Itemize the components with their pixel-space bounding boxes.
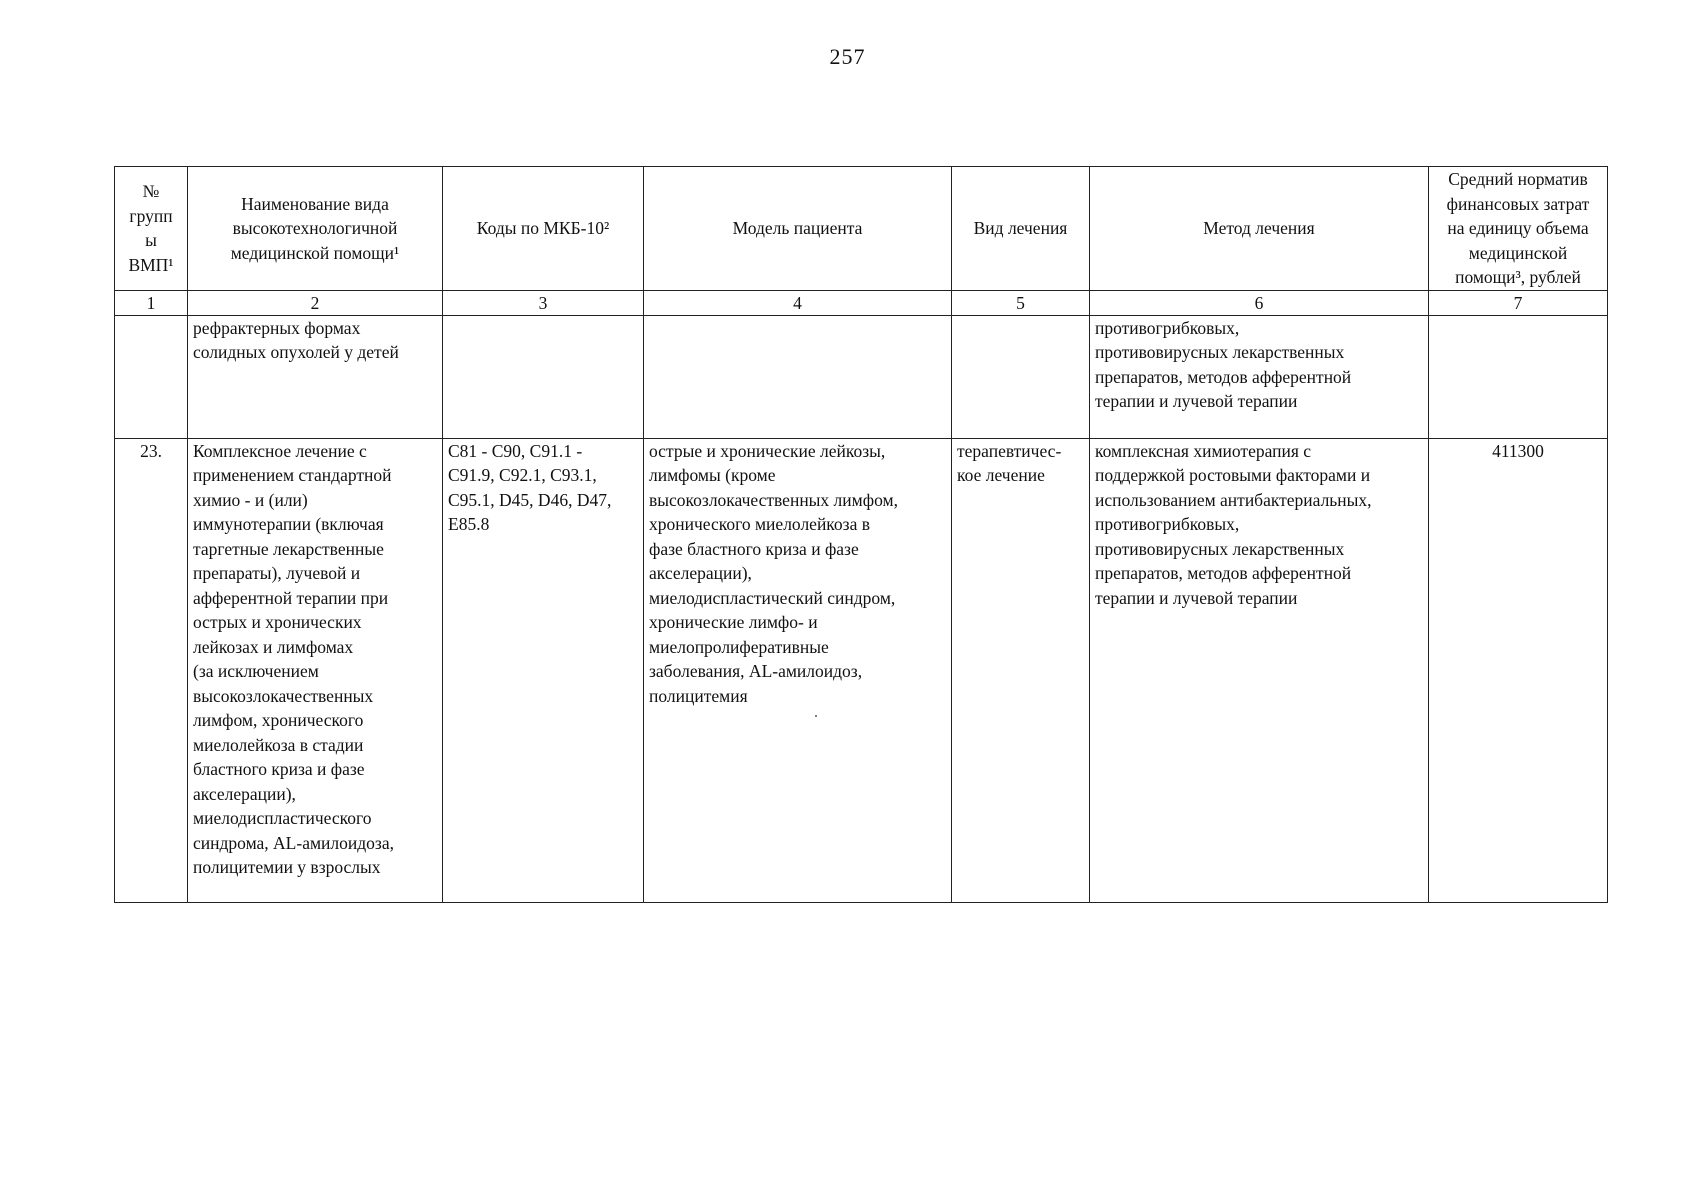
cell-treatment-type bbox=[952, 315, 1090, 438]
text-line: терапии и лучевой терапии bbox=[1095, 587, 1298, 608]
column-number: 3 bbox=[443, 290, 644, 315]
text-line: синдрома, AL-амилоидоза, bbox=[193, 832, 394, 853]
text-line: заболевания, AL-амилоидоз, bbox=[649, 661, 863, 681]
header-vmp-name bbox=[188, 167, 443, 291]
text-line: острые и хронические лейкозы, bbox=[649, 440, 886, 461]
table-row-continuation bbox=[115, 315, 1608, 438]
table-header-row bbox=[115, 167, 1608, 291]
text-line: препаратов, методов афферентной bbox=[1095, 366, 1352, 387]
text-line: противовирусных лекарственных bbox=[1095, 538, 1345, 559]
text-line: острых и хронических bbox=[193, 612, 362, 632]
cell-icd-codes bbox=[443, 438, 644, 902]
cell-patient-model bbox=[644, 438, 952, 902]
cell-vmp-name bbox=[188, 315, 443, 438]
text-line: помощи³, рублей bbox=[1455, 267, 1581, 287]
text-line: финансовых затрат bbox=[1446, 193, 1590, 214]
text-line: Е85.8 bbox=[448, 514, 490, 534]
cell-treatment-method bbox=[1090, 438, 1429, 902]
text-line: высокозлокачественных bbox=[193, 685, 374, 706]
column-number: 5 bbox=[952, 290, 1090, 315]
text-line: лейкозах и лимфомах bbox=[193, 636, 354, 657]
column-number: 4 bbox=[644, 290, 952, 315]
text-line: Наименование вида bbox=[241, 193, 389, 214]
header-treatment-method: Метод лечения bbox=[1090, 167, 1429, 291]
text-line: использованием антибактериальных, bbox=[1095, 489, 1372, 510]
text-line: (за исключением bbox=[193, 661, 319, 681]
text-line: комплексная химиотерапия с bbox=[1095, 440, 1312, 461]
text-line: кое лечение bbox=[957, 465, 1045, 485]
text-line: таргетные лекарственные bbox=[193, 538, 384, 559]
text-line: терапевтичес- bbox=[957, 440, 1062, 461]
text-line: акселерации), bbox=[193, 783, 296, 804]
text-line: миелодиспластический синдром, bbox=[649, 587, 896, 608]
text-line: С91.9, С92.1, С93.1, bbox=[448, 465, 597, 485]
text-line: ы bbox=[145, 230, 157, 251]
text-line: поддержкой ростовыми факторами и bbox=[1095, 465, 1371, 485]
text-line: № bbox=[142, 181, 160, 202]
text-line: высокотехнологичной bbox=[232, 218, 398, 238]
text-line: бластного криза и фазе bbox=[193, 759, 365, 779]
page-number: 257 bbox=[829, 44, 866, 69]
header-group-number bbox=[115, 167, 188, 291]
text-line: лимфомы (кроме bbox=[649, 465, 776, 485]
text-line: на единицу объема bbox=[1447, 218, 1589, 238]
text-line: лимфом, хронического bbox=[193, 710, 364, 730]
text-line: С95.1, D45, D46, D47, bbox=[448, 489, 612, 510]
column-number: 6 bbox=[1090, 290, 1429, 315]
header-patient-model: Модель пациента bbox=[644, 167, 952, 291]
text-line: рефрактерных формах bbox=[193, 317, 361, 338]
text-line: препараты), лучевой и bbox=[193, 563, 361, 583]
text-line: фазе бластного криза и фазе bbox=[649, 538, 859, 559]
vmp-table bbox=[114, 166, 1608, 903]
text-line: иммунотерапии (включая bbox=[193, 514, 384, 534]
text-line: миелодиспластического bbox=[193, 808, 372, 828]
cell-treatment-method bbox=[1090, 315, 1429, 438]
text-line: Средний норматив bbox=[1448, 169, 1588, 189]
text-line: ВМП¹ bbox=[128, 254, 174, 275]
text-line: миелопролиферативные bbox=[649, 636, 829, 657]
text-line: С81 - С90, С91.1 - bbox=[448, 440, 583, 461]
text-line: акселерации), bbox=[649, 563, 752, 583]
text-line: солидных опухолей у детей bbox=[193, 342, 399, 362]
text-line: Комплексное лечение с bbox=[193, 440, 367, 461]
text-line: терапии и лучевой терапии bbox=[1095, 391, 1298, 411]
text-line: химио - и (или) bbox=[193, 489, 308, 510]
cell-icd-codes bbox=[443, 315, 644, 438]
text-line: препаратов, методов афферентной bbox=[1095, 563, 1352, 583]
column-number: 7 bbox=[1429, 290, 1608, 315]
text-line: медицинской помощи¹ bbox=[230, 242, 400, 263]
cell-patient-model bbox=[644, 315, 952, 438]
cell-vmp-name bbox=[188, 438, 443, 902]
table-row-23 bbox=[115, 438, 1608, 902]
cell-group-number bbox=[115, 315, 188, 438]
text-line: полицитемия bbox=[649, 685, 748, 706]
cell-treatment-type bbox=[952, 438, 1090, 902]
stray-mark bbox=[815, 715, 817, 717]
column-number-row bbox=[115, 290, 1608, 315]
cell-cost: 411300 bbox=[1429, 438, 1608, 902]
text-line: миелолейкоза в стадии bbox=[193, 734, 364, 755]
text-line: медицинской bbox=[1468, 242, 1568, 263]
header-treatment-type: Вид лечения bbox=[952, 167, 1090, 291]
text-line: хронического миелолейкоза в bbox=[649, 514, 870, 534]
text-line: высокозлокачественных лимфом, bbox=[649, 489, 898, 510]
text-line: применением стандартной bbox=[193, 465, 392, 485]
text-line: противогрибковых, bbox=[1095, 317, 1240, 338]
cell-cost bbox=[1429, 315, 1608, 438]
text-line: противогрибковых, bbox=[1095, 514, 1240, 534]
text-line: противовирусных лекарственных bbox=[1095, 342, 1345, 362]
column-number: 1 bbox=[115, 290, 188, 315]
text-line: афферентной терапии при bbox=[193, 587, 389, 608]
header-financial-norm bbox=[1429, 167, 1608, 291]
column-number: 2 bbox=[188, 290, 443, 315]
cell-group-number: 23. bbox=[115, 438, 188, 902]
text-line: полицитемии у взрослых bbox=[193, 857, 381, 877]
text-line: групп bbox=[129, 205, 173, 226]
header-icd-codes: Коды по МКБ-10² bbox=[443, 167, 644, 291]
text-line: хронические лимфо- и bbox=[649, 612, 818, 632]
